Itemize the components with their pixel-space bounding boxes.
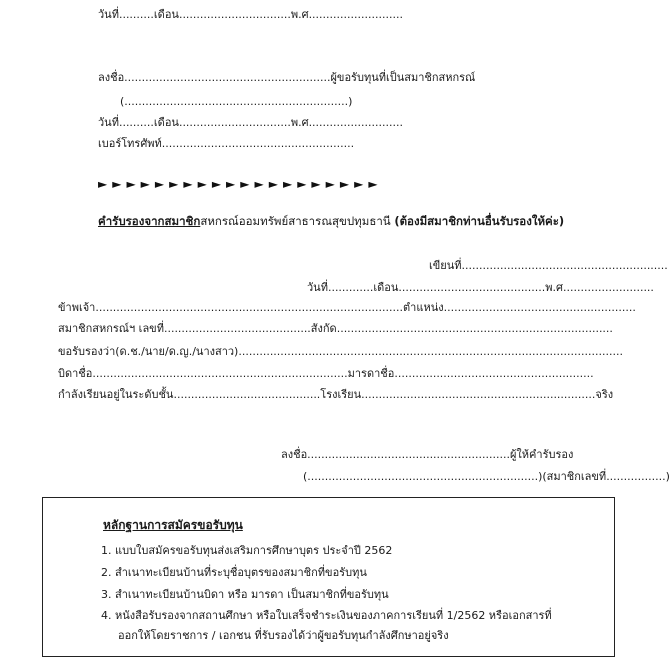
applicant-name-parentheses: (................................................................) (120, 95, 353, 108)
certification-heading-note: (ต้องมีสมาชิกท่านอื่นรับรองให้ค่ะ) (394, 214, 565, 228)
certifier-signature-line: ลงชื่อ..........................................................ผู้ให้คำรับรอง (281, 448, 574, 461)
parents-line: บิดาชื่อ.........................................................................มารดาชื่อ......................................................... (58, 367, 594, 380)
evidence-item-4: 4. หนังสือรับรองจากสถานศึกษา หรือใบเสร็จชำระเงินของภาคการเรียนที่ 1/2562 หรือเอกสารที่ (101, 609, 552, 622)
certification-heading-coop: สหกรณ์ออมทรัพย์สาธารณสุขปทุมธานี (200, 214, 391, 228)
evidence-item-3: 3. สำเนาทะเบียนบ้านบิดา หรือ มารดา เป็นสมาชิกที่ขอรับทุน (101, 588, 389, 601)
written-at-line: เขียนที่........................................................... (429, 259, 668, 272)
certified-person-line: ขอรับรองว่า(ด.ช./นาย/ด.ญ./นางสาว).............................................................................................................. (58, 345, 623, 358)
certification-heading-label: คำรับรองจากสมาชิก (98, 214, 201, 228)
certifier-name-parentheses: (..................................................................)(สมาชิกเลขที่.................) (303, 470, 670, 483)
applicant-date-line: วันที่..........เดือน................................พ.ศ........................... (98, 8, 403, 21)
evidence-item-1: 1. แบบใบสมัครขอรับทุนส่งเสริมการศึกษาบุตร ประจำปี 2562 (101, 544, 393, 557)
evidence-item-2: 2. สำเนาทะเบียนบ้านที่ระบุชื่อบุตรของสมาชิกที่ขอรับทุน (101, 566, 367, 579)
certification-date-line: วันที่.............เดือน..........................................พ.ศ.......................... (307, 281, 654, 294)
arrow-divider: ►►►►►►►►►►►►►►►►►►►► (98, 177, 383, 191)
applicant-date-line-2: วันที่..........เดือน................................พ.ศ........................... (98, 116, 403, 129)
evidence-box (42, 497, 615, 657)
certification-heading (98, 214, 564, 228)
applicant-phone-line: เบอร์โทรศัพท์....................................................... (98, 137, 355, 150)
certifier-name-line: ข้าพเจ้า........................................................................................ตำแหน่ง....................................................... (58, 301, 636, 314)
evidence-item-4-continued: ออกให้โดยราชการ / เอกชน ที่รับรองได้ว่าผู้ขอรับทุนกำลังศึกษาอยู่จริง (118, 629, 449, 642)
study-level-line: กำลังเรียนอยู่ในระดับชั้น..........................................โรงเรียน...................................................................จริง (58, 388, 614, 401)
member-number-line: สมาชิกสหกรณ์ฯ เลขที่..........................................สังกัด............................................................................... (58, 322, 613, 335)
evidence-title: หลักฐานการสมัครขอรับทุน (103, 518, 243, 532)
applicant-signature-line: ลงชื่อ...........................................................ผู้ขอรับทุนที่เป็นสมาชิกสหกรณ์ (98, 71, 476, 84)
